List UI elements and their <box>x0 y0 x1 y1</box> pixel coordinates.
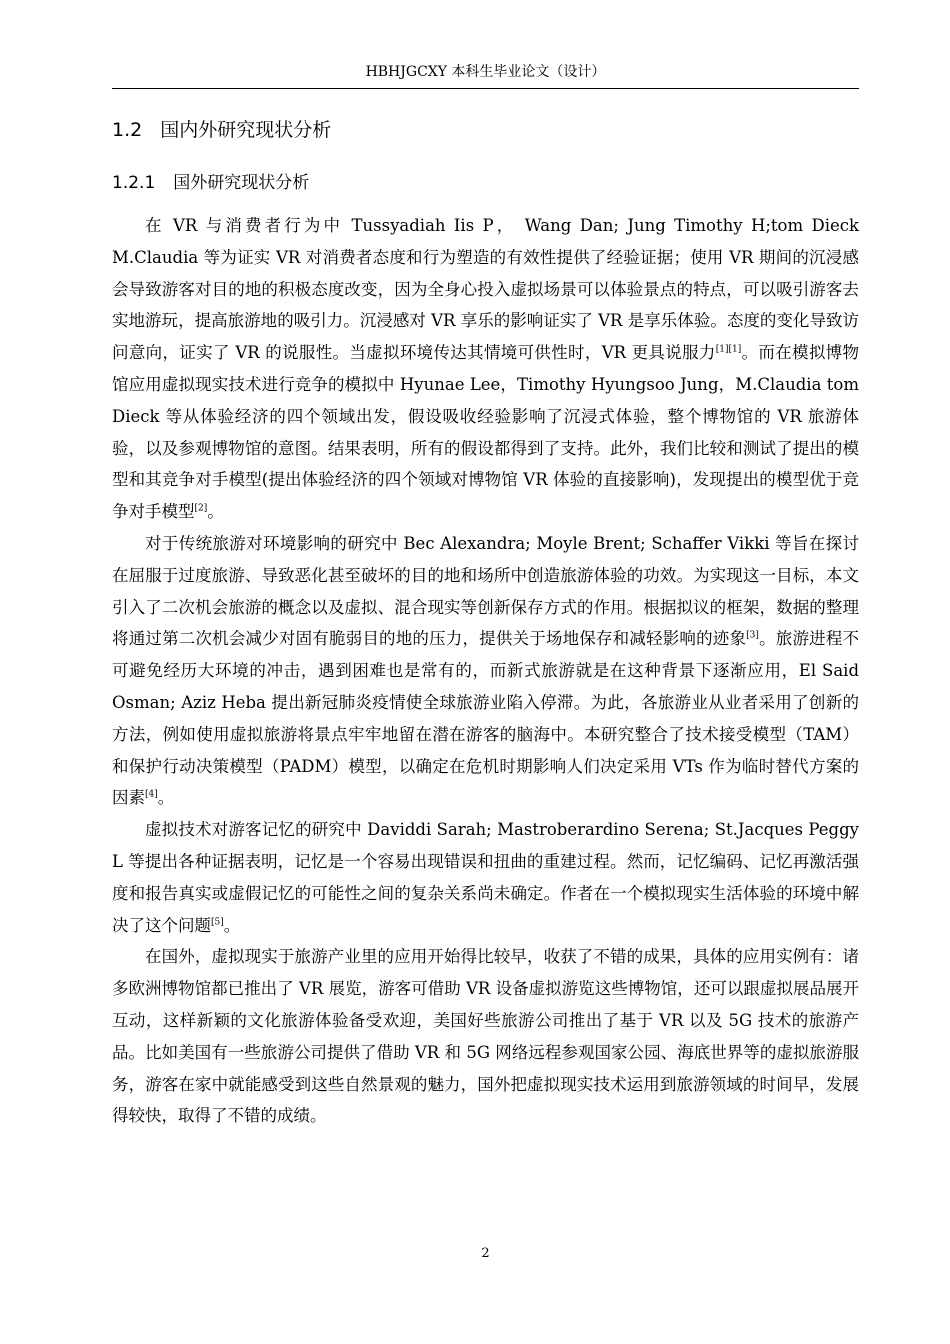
paragraph: 在国外，虚拟现实于旅游产业里的应用开始得比较早，收获了不错的成果，具体的应用实例有：诸多欧洲博物馆都已推出了 VR 展览，游客可借助 VR 设备虚拟游览这些博物馆，还可以跟虚拟展品展开互动，这样新颖的文化旅游体验备受欢迎，美国好些旅游公司推出了基于 VR 以及 5G 技术的旅游产品。比如美国有一些旅游公司提供了借助 VR 和 5G 网络远程参观国家公园、海底世界等的虚拟旅游服务，游客在家中就能感受到这些自然景观的魅力，国外把虚拟现实技术运用到旅游领域的时间早，发展得较快，取得了不错的成绩。 <box>112 947 859 1126</box>
subsection-heading <box>112 170 309 196</box>
section-title: 国内外研究现状分析 <box>160 119 332 141</box>
citation: [1][1] <box>715 344 742 355</box>
header-rule <box>112 88 859 89</box>
running-header: HBHJGCXY 本科生毕业论文（设计） <box>365 64 606 80</box>
paragraph: 对于传统旅游对环境影响的研究中 Bec Alexandra; Moyle Brent; Schaffer Vikki 等旨在探讨在屈服于过度旅游、导致恶化甚至破坏的目的地和场所中创造旅游体验的功效。为实现这一目标，本文引入了二次机会旅游的概念以及虚拟、混合现实等创新保存方式的作用。根据拟议的框架，数据的整理将通过第二次机会减少对固有脆弱目的地的压力，提供关于场地保存和减轻影响的迹象[3]。旅游进程不可避免经历大环境的冲击，遇到困难也是常有的，而新式旅游就是在这种背景下逐渐应用，El Said Osman; Aziz Heba 提出新冠肺炎疫情使全球旅游业陷入停滞。为此，各旅游业从业者采用了创新的方法，例如使用虚拟旅游将景点牢牢地留在潜在游客的脑海中。本研究整合了技术接受模型（TAM）和保护行动决策模型（PADM）模型，以确定在危机时期影响人们决定采用 VTs 作为临时替代方案的因素[4]。 <box>112 533 859 808</box>
section-number: 1.2 <box>112 119 143 141</box>
subsection-number: 1.2.1 <box>112 173 156 193</box>
subsection-title: 国外研究现状分析 <box>173 173 310 193</box>
citation: [5] <box>211 917 224 928</box>
body-text <box>112 210 859 1132</box>
citation: [2] <box>194 503 208 514</box>
page-number: 2 <box>481 1246 490 1261</box>
paragraph: 虚拟技术对游客记忆的研究中 Daviddi Sarah; Mastroberardino Serena; St.Jacques Peggy L 等提出各种证据表明，记忆是一个容易出现错误和扭曲的重建过程。然而，记忆编码、记忆再激活强度和报告真实或虚假记忆的可能性之间的复杂关系尚未确定。作者在一个模拟现实生活体验的环境中解决了这个问题[5]。 <box>112 820 859 935</box>
section-heading <box>112 116 331 144</box>
citation: [4] <box>145 789 158 800</box>
paragraph: 在 VR 与消费者行为中 Tussyadiah Iis P， Wang Dan; Jung Timothy H;tom Dieck M.Claudia 等为证实 VR 对消费者态度和行为塑造的有效性提供了经验证据；使用 VR 期间的沉浸感会导致游客对目的地的积极态度改变，因为全身心投入虚拟场景可以体验景点的特点，可以吸引游客去实地游玩，提高旅游地的吸引力。沉浸感对 VR 享乐的影响证实了 VR 是享乐体验。态度的变化导致访问意向，证实了 VR 的说服性。当虚拟环境传达其情境可供性时，VR 更具说服力[1][1]。而在模拟博物馆应用虚拟现实技术进行竞争的模拟中 Hyunae Lee，Timothy Hyungsoo Jung，M.Claudia tom Dieck 等从体验经济的四个领域出发，假设吸收经验影响了沉浸式体验，整个博物馆的 VR 旅游体验，以及参观博物馆的意图。结果表明，所有的假设都得到了支持。此外，我们比较和测试了提出的模型和其竞争对手模型(提出体验经济的四个领域对博物馆 VR 体验的直接影响)，发现提出的模型优于竞争对手模型[2]。 <box>112 216 859 522</box>
citation: [3] <box>746 630 759 641</box>
